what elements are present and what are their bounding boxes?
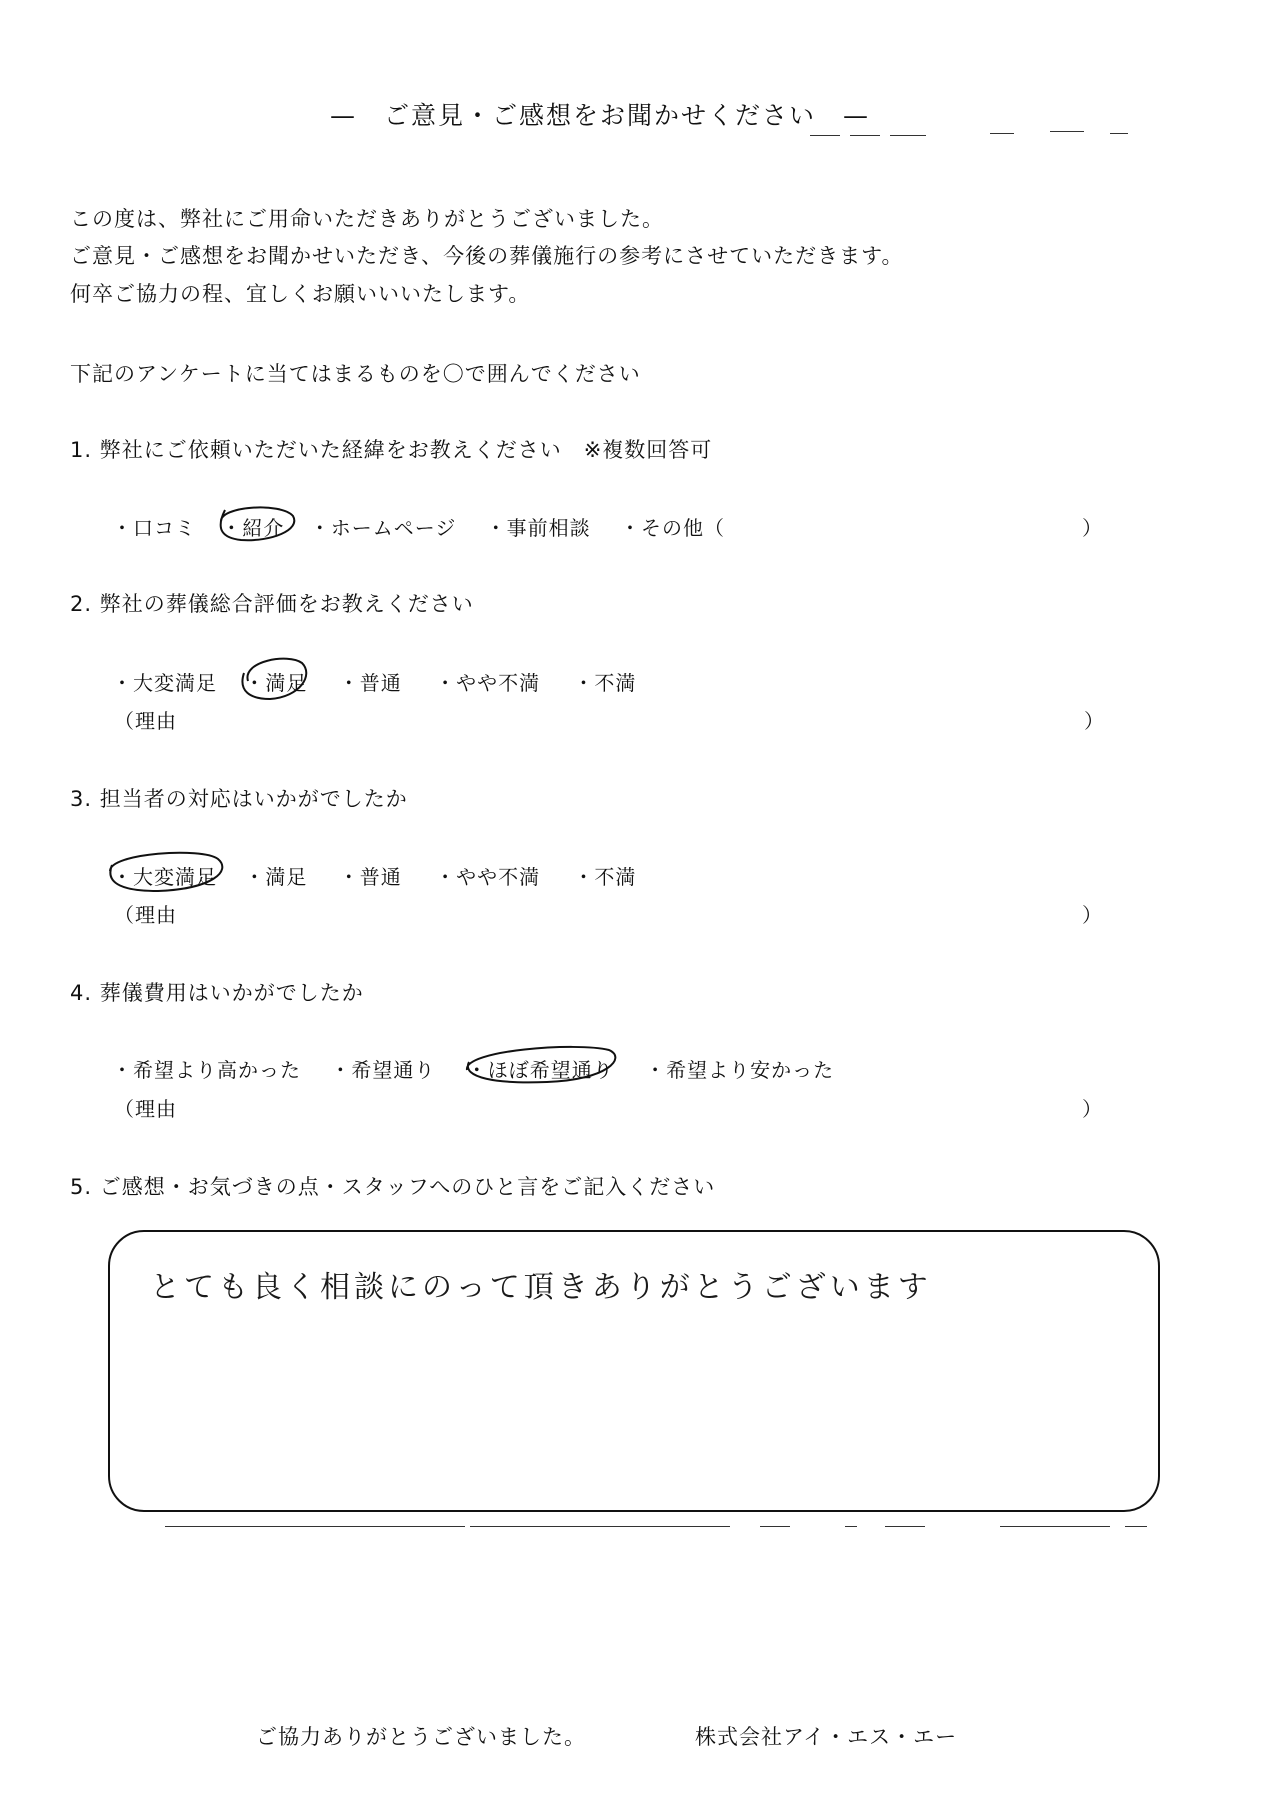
intro-line-2: ご意見・ご感想をお聞かせいただき、今後の葬儀施行の参考にさせていただきます。 [70, 244, 904, 268]
q3-option-manzoku[interactable]: ・満足 [244, 865, 308, 889]
q3-option-yaya-fuman[interactable]: ・やや不満 [435, 865, 541, 889]
q2-option-taihen-manzoku[interactable]: ・大変満足 [112, 671, 217, 695]
q3-option-taihen-manzoku-selected[interactable]: ・大変満足 [112, 861, 217, 890]
question-4-label: 4. 葬儀費用はいかがでしたか [70, 981, 364, 1005]
q4-reason-label: （理由 [114, 1097, 177, 1121]
q3-option-fuman[interactable]: ・不満 [573, 865, 637, 889]
q3-option-futsuu[interactable]: ・普通 [338, 865, 402, 889]
q4-close-paren: ） [1082, 1097, 1103, 1121]
page-title: — ご意見・ご感想をお聞かせください — [330, 101, 871, 130]
q1-option-kuchikomi[interactable]: ・口コミ [112, 516, 196, 540]
question-1-options [112, 512, 725, 541]
footer-thanks: ご協力ありがとうございました。 [256, 1725, 586, 1749]
q1-option-shoukai-selected[interactable]: ・紹介 [221, 512, 284, 541]
q4-option-kibou-yori-takakatta[interactable]: ・希望より高かった [112, 1058, 301, 1082]
q1-option-homepage[interactable]: ・ホームページ [309, 516, 457, 540]
q1-option-sonota[interactable]: ・その他（ [620, 516, 726, 540]
footer-company: 株式会社アイ・エス・エー [695, 1725, 958, 1749]
handwritten-comment: とても良く相談にのって頂きありがとうございます [150, 1270, 932, 1305]
q4-option-hobo-kibou-doori-selected[interactable]: ・ほぼ希望通り [467, 1054, 614, 1083]
q2-close-paren: ） [1084, 709, 1105, 733]
question-3-label: 3. 担当者の対応はいかがでしたか [70, 787, 408, 811]
q1-close-paren: ） [1082, 516, 1103, 540]
question-2-label: 2. 弊社の葬儀総合評価をお教えください [70, 592, 474, 616]
intro-line-3: 何卒ご協力の程、宜しくお願いいいたします。 [70, 282, 531, 306]
instruction-text: 下記のアンケートに当てはまるものを〇で囲んでください [70, 362, 641, 386]
question-4-options [112, 1054, 834, 1083]
q4-option-kibou-yori-yasukatta[interactable]: ・希望より安かった [645, 1058, 835, 1082]
q2-option-fuman[interactable]: ・不満 [573, 671, 637, 695]
q3-close-paren: ） [1082, 903, 1103, 927]
intro-line-1: この度は、弊社にご用命いただきありがとうございました。 [70, 207, 664, 231]
question-1-label: 1. 弊社にご依頼いただいた経緯をお教えください ※複数回答可 [70, 438, 713, 462]
q4-option-kibou-doori[interactable]: ・希望通り [330, 1058, 436, 1082]
q2-option-futsuu[interactable]: ・普通 [338, 671, 402, 695]
q1-option-jizen-soudan[interactable]: ・事前相談 [485, 516, 591, 540]
q2-option-yaya-fuman[interactable]: ・やや不満 [435, 671, 541, 695]
q2-reason-label: （理由 [114, 709, 177, 733]
question-5-label: 5. ご感想・お気づきの点・スタッフへのひと言をご記入ください [70, 1175, 716, 1199]
q3-reason-label: （理由 [114, 903, 177, 927]
question-3-options [112, 861, 636, 890]
question-2-options [112, 667, 636, 696]
q2-option-manzoku-selected[interactable]: ・満足 [244, 667, 307, 696]
